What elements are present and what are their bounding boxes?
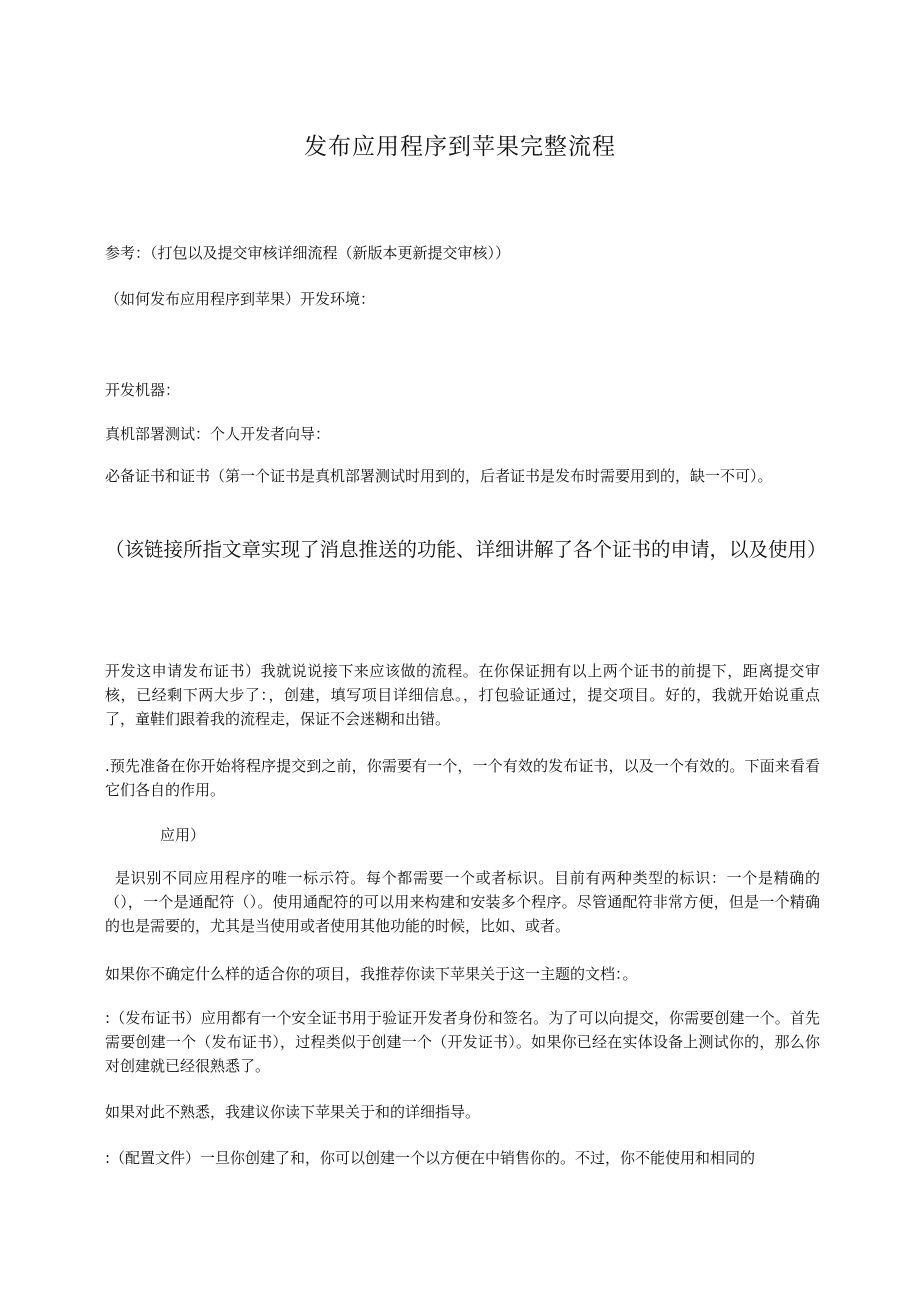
link-note-paragraph: （该链接所指文章实现了消息推送的功能、详细讲解了各个证书的申请，以及使用） [105, 538, 827, 561]
app-label: 应用） [160, 826, 206, 844]
dev-machine-paragraph: 开发机器： [105, 381, 181, 399]
unsure-paragraph: 如果你不确定什么样的适合你的项目，我推荐你读下苹果关于这一主题的文档：。 [105, 965, 638, 983]
certificates-paragraph: 必备证书和证书（第一个证书是真机部署测试时用到的，后者证书是发布时需要用到的，缺一不可）。 [105, 467, 773, 485]
device-test-paragraph: 真机部署测试：个人开发者向导： [105, 425, 331, 443]
document-title: 发布应用程序到苹果完整流程 [304, 134, 616, 160]
distribution-certificate-paragraph: :（发布证书）应用都有一个安全证书用于验证开发者身份和签名。为了可以向提交，你需要创建一个。首先需要创建一个（发布证书），过程类似于创建一个（开发证书）。如果你已经在实体设备上测试你的，那么你对创建就已经很熟悉了。 [105, 1009, 820, 1075]
unfamiliar-paragraph: 如果对此不熟悉，我建议你读下苹果关于和的详细指导。 [105, 1103, 481, 1121]
dev-environment-paragraph: （如何发布应用程序到苹果）开发环境： [105, 290, 376, 308]
identifier-paragraph: 是识别不同应用程序的唯一标示符。每个都需要一个或者标识。目前有两种类型的标识：一个是精确的（），一个是通配符（）。使用通配符的可以用来构建和安装多个程序。尽管通配符非常方便，但是一个精确的也是需要的，尤其是当使用或者使用其他功能的时候，比如、或者。 [105, 869, 820, 935]
profile-paragraph: :（配置文件）一旦你创建了和，你可以创建一个以方便在中销售你的。不过，你不能使用和相同的 [105, 1149, 756, 1167]
prepare-paragraph: .预先准备在你开始将程序提交到之前，你需要有一个，一个有效的发布证书，以及一个有效的。下面来看看它们各自的作用。 [105, 757, 820, 799]
reference-paragraph: 参考：（打包以及提交审核详细流程（新版本更新提交审核）） [105, 244, 511, 262]
process-paragraph: 开发这申请发布证书）我就说说接下来应该做的流程。在你保证拥有以上两个证书的前提下，距离提交审核，已经剩下两大步了：，创建，填写项目详细信息。，打包验证通过，提交项目。好的，我就开始说重点了，童鞋们跟着我的流程走，保证不会迷糊和出错。 [105, 662, 820, 728]
